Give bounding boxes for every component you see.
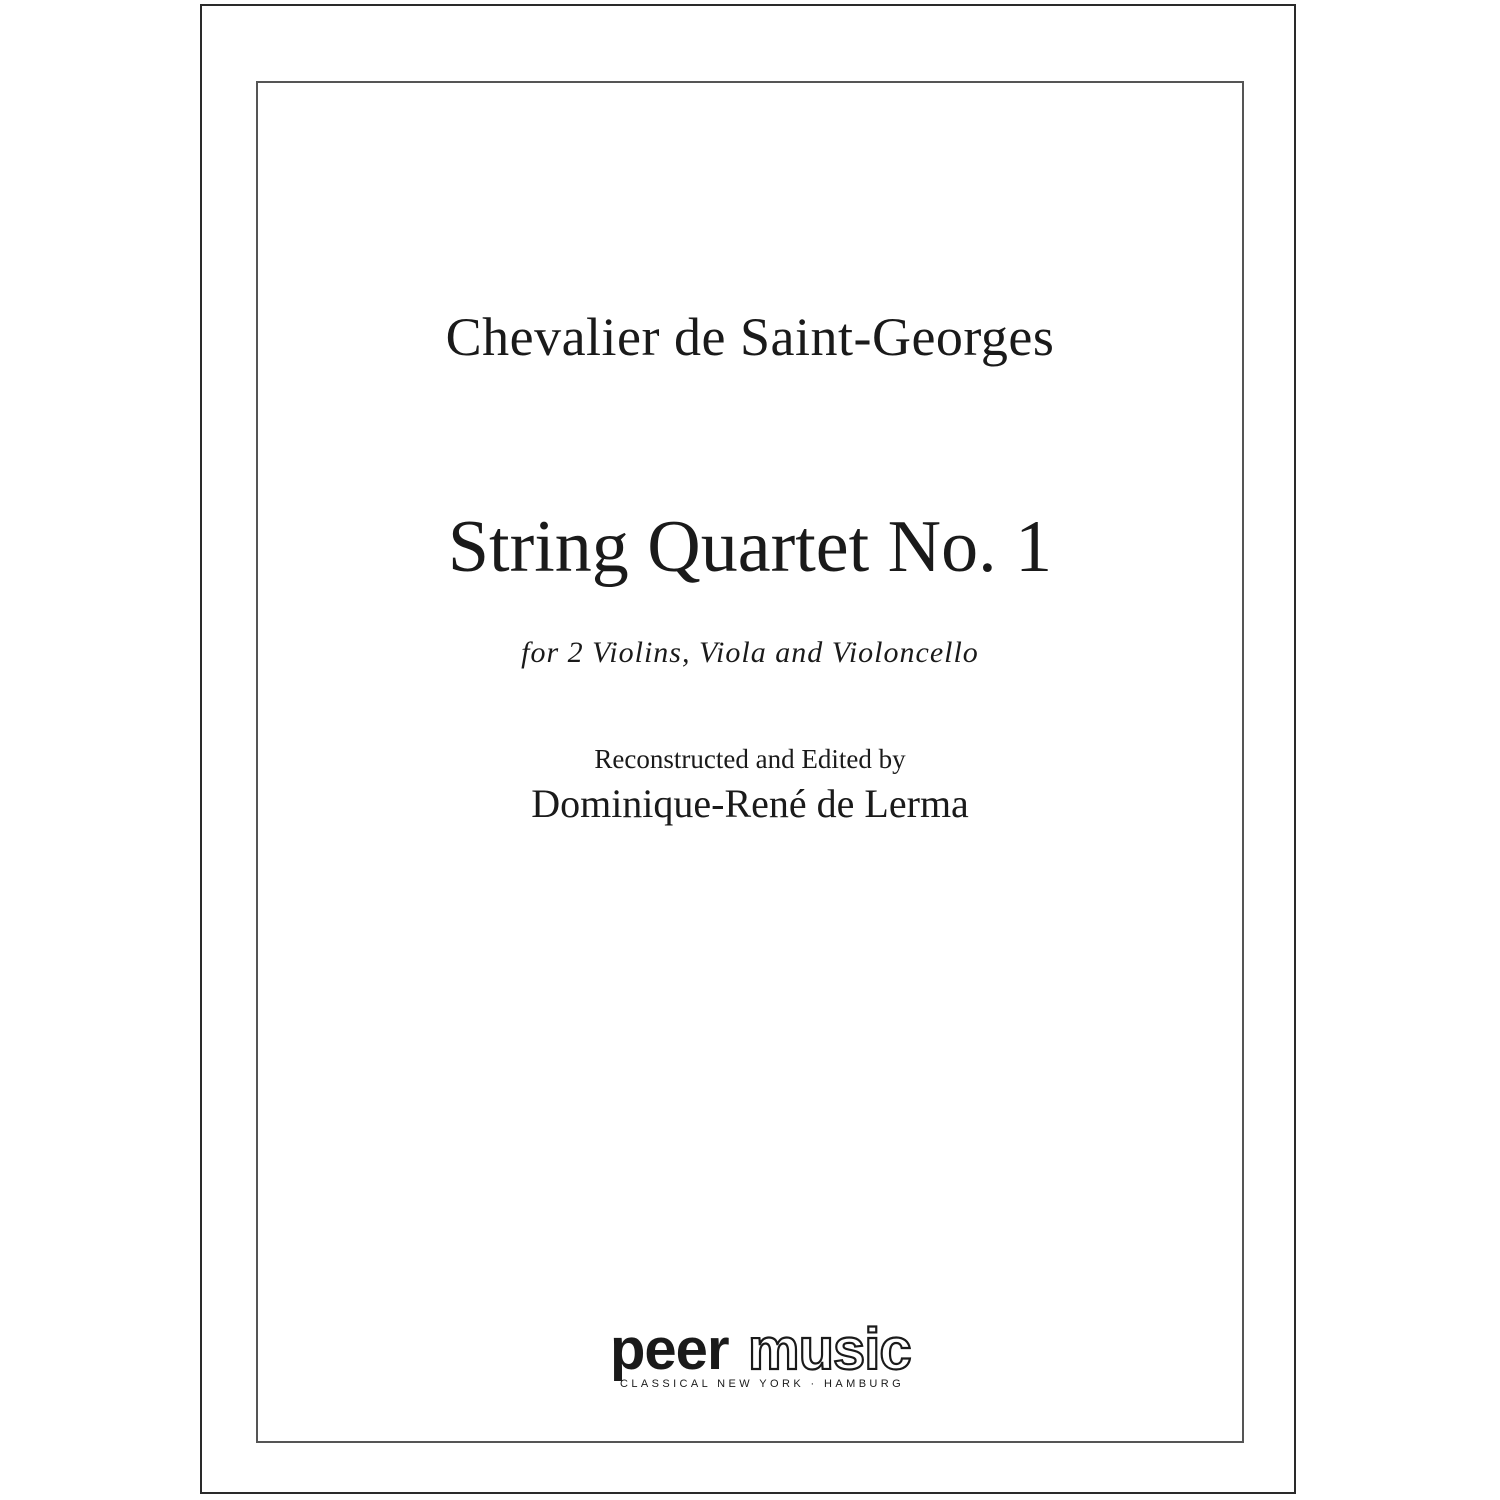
credit-line: Reconstructed and Edited by [594,744,906,774]
logo-wordmark-music: music [748,1317,911,1382]
logo-wordmark-peer: peer [610,1317,729,1382]
editor-name: Dominique-René de Lerma [531,781,969,826]
peermusic-logo [608,1317,911,1393]
logo-tagline: CLASSICAL NEW YORK · HAMBURG [620,1378,905,1390]
instrumentation: for 2 Violins, Viola and Violoncello [521,636,979,669]
composer-name: Chevalier de Saint-Georges [445,307,1055,367]
work-title: String Quartet No. 1 [447,506,1053,588]
